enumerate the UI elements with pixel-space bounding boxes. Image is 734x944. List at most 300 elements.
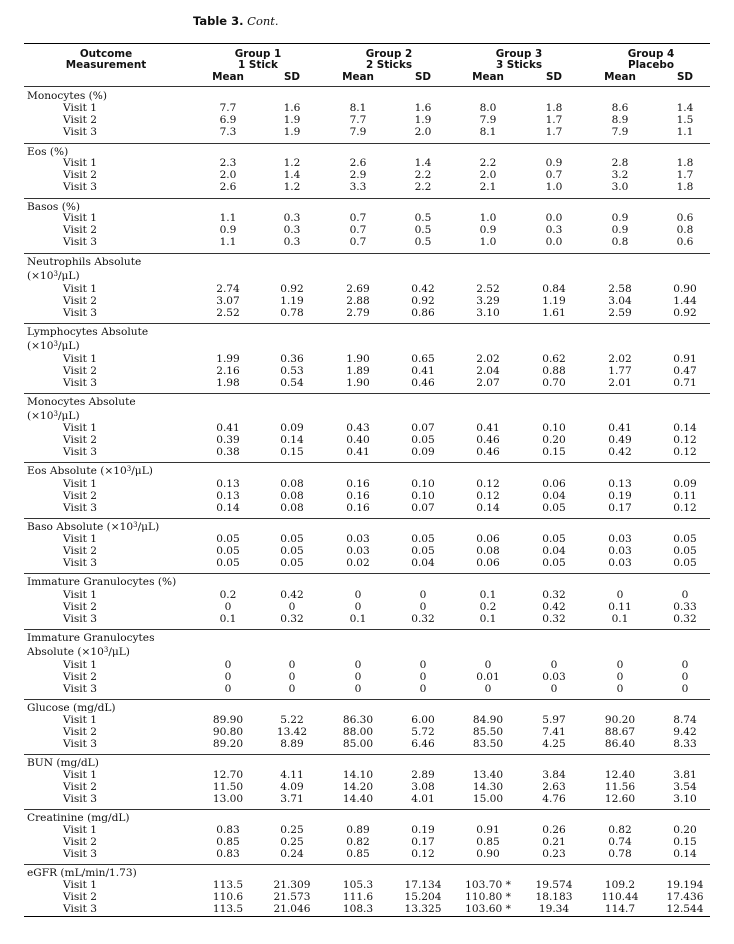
sd-value-cell: 2.63 — [542, 781, 566, 793]
mean-value-cell: 2.69 — [346, 283, 370, 295]
visit-label: Visit 2 — [63, 891, 98, 903]
section-title: Eos (%) — [27, 146, 69, 158]
visit-label: Visit 1 — [63, 533, 98, 545]
mean-value-cell: 85.00 — [342, 738, 374, 750]
mean-value-cell: 2.04 — [476, 365, 500, 377]
sd-value-cell: 0.42 — [280, 589, 304, 601]
sd-value-cell: 0 — [419, 683, 427, 695]
sd-value-cell: 0.3 — [283, 212, 301, 224]
mean-value-cell: 2.9 — [349, 169, 367, 181]
sd-value-cell: 3.84 — [542, 769, 566, 781]
section-title: Absolute $(\times 10^3/\mu L)$ — [27, 646, 130, 658]
sd-value-cell: 0.05 — [542, 533, 566, 545]
mean-value-cell: 113.5 — [212, 879, 244, 891]
section-title: Glucose (mg/dL) — [27, 702, 116, 714]
sd-value-cell: 19.574 — [535, 879, 573, 891]
visit-label: Visit 3 — [63, 613, 98, 625]
sd-value-cell: 0.78 — [280, 307, 304, 319]
mean-value-cell: 3.10 — [476, 307, 500, 319]
section-rule — [24, 462, 710, 463]
sd-value-cell: 0.91 — [673, 353, 697, 365]
mean-value-cell: 11.50 — [212, 781, 244, 793]
sd-value-cell: 0.32 — [542, 589, 566, 601]
mean-value-cell: 8.9 — [611, 114, 629, 126]
mean-value-cell: 0.74 — [608, 836, 632, 848]
section-rule — [24, 699, 710, 700]
mean-value-cell: 0.03 — [608, 545, 632, 557]
mean-value-cell: 0.1 — [349, 613, 367, 625]
sd-value-cell: 0.15 — [280, 446, 304, 458]
section-rule — [24, 518, 710, 519]
mean-value-cell: 14.40 — [342, 793, 374, 805]
sd-value-cell: 0.36 — [280, 353, 304, 365]
sd-value-cell: 1.8 — [676, 181, 694, 193]
mean-value-cell: 0.03 — [608, 533, 632, 545]
sd-value-cell: 1.9 — [414, 114, 432, 126]
visit-label: Visit 1 — [63, 714, 98, 726]
sd-value-cell: 0.05 — [542, 502, 566, 514]
mean-value-cell: 0.41 — [346, 446, 370, 458]
section-rule — [24, 629, 710, 630]
sd-value-cell: 0 — [681, 659, 689, 671]
section-rule — [24, 573, 710, 574]
sd-value-cell: 0.84 — [542, 283, 566, 295]
sd-value-cell: 0.32 — [542, 613, 566, 625]
visit-label: Visit 3 — [63, 181, 98, 193]
mean-value-cell: 0.49 — [608, 434, 632, 446]
mean-value-cell: 7.9 — [611, 126, 629, 138]
sd-value-cell: 0.42 — [411, 283, 435, 295]
sd-value-cell: 0.09 — [673, 478, 697, 490]
mean-value-cell: 0.16 — [346, 478, 370, 490]
sd-value-cell: 0.92 — [280, 283, 304, 295]
visit-label: Visit 2 — [63, 114, 98, 126]
sd-value-cell: 0.86 — [411, 307, 435, 319]
mean-value-cell: 0 — [354, 683, 362, 695]
sd-value-cell: 0.14 — [673, 422, 697, 434]
sd-value-cell: 0.07 — [411, 422, 435, 434]
group-header-name: Group 4 — [627, 48, 675, 60]
visit-label: Visit 1 — [63, 102, 98, 114]
visit-label: Visit 2 — [63, 601, 98, 613]
mean-value-cell: 90.20 — [604, 714, 636, 726]
sd-value-cell: 1.2 — [283, 157, 301, 169]
section-rule — [24, 754, 710, 755]
sd-value-cell: 13.325 — [404, 903, 442, 915]
section-title: Monocytes (%) — [27, 90, 108, 102]
mean-value-cell: 103.70 * — [465, 879, 511, 891]
mean-value-cell: 90.80 — [212, 726, 244, 738]
mean-value-cell: 3.04 — [608, 295, 632, 307]
visit-label: Visit 3 — [63, 683, 98, 695]
mean-value-cell: 105.3 — [342, 879, 374, 891]
sd-value-cell: 21.573 — [273, 891, 311, 903]
sd-value-cell: 0.5 — [414, 236, 432, 248]
mean-value-cell: 13.40 — [472, 769, 504, 781]
sd-value-cell: 0.05 — [411, 434, 435, 446]
sd-value-cell: 3.81 — [673, 769, 697, 781]
sd-value-cell: 1.8 — [545, 102, 563, 114]
mean-value-cell: 0.9 — [611, 212, 629, 224]
section-title: BUN (mg/dL) — [27, 757, 99, 769]
mean-header: Mean — [604, 71, 636, 83]
mean-value-cell: 0 — [354, 659, 362, 671]
sd-value-cell: 0.08 — [280, 502, 304, 514]
mean-value-cell: 0.2 — [219, 589, 237, 601]
mean-value-cell: 7.9 — [479, 114, 497, 126]
section-title: Immature Granulocytes (%) — [27, 576, 177, 588]
section-title: Baso Absolute $(\times 10^3/\mu L)$ — [27, 521, 160, 533]
sd-value-cell: 1.7 — [676, 169, 694, 181]
sd-value-cell: 17.134 — [404, 879, 442, 891]
mean-value-cell: 0 — [224, 601, 232, 613]
sd-value-cell: 0.7 — [545, 169, 563, 181]
visit-label: Visit 3 — [63, 307, 98, 319]
caption-suffix: Cont. — [247, 14, 279, 28]
sd-value-cell: 4.11 — [280, 769, 304, 781]
sd-value-cell: 1.4 — [414, 157, 432, 169]
mean-value-cell: 11.56 — [604, 781, 636, 793]
sd-value-cell: 0.09 — [411, 446, 435, 458]
mean-header: Mean — [472, 71, 504, 83]
mean-value-cell: 3.0 — [611, 181, 629, 193]
mean-value-cell: 1.1 — [219, 236, 237, 248]
mean-value-cell: 2.58 — [608, 283, 632, 295]
section-rule — [24, 143, 710, 144]
mean-value-cell: 0.08 — [476, 545, 500, 557]
sd-value-cell: 0.21 — [542, 836, 566, 848]
section-title: Neutrophils Absolute — [27, 256, 142, 268]
visit-label: Visit 2 — [63, 295, 98, 307]
sd-value-cell: 0.41 — [411, 365, 435, 377]
mean-value-cell: 0.02 — [346, 557, 370, 569]
sd-value-cell: 0.04 — [542, 545, 566, 557]
sd-value-cell: 0.04 — [542, 490, 566, 502]
sd-value-cell: 15.204 — [404, 891, 442, 903]
group-header-name: Group 2 — [365, 48, 413, 60]
mean-value-cell: 0.85 — [346, 848, 370, 860]
outcome-header-line: Measurement — [65, 59, 147, 71]
sd-value-cell: 0.23 — [542, 848, 566, 860]
sd-value-cell: 0 — [288, 659, 296, 671]
mean-value-cell: 89.20 — [212, 738, 244, 750]
mean-value-cell: 2.02 — [608, 353, 632, 365]
mean-value-cell: 8.1 — [479, 126, 497, 138]
mean-value-cell: 2.0 — [479, 169, 497, 181]
mean-value-cell: 114.7 — [604, 903, 636, 915]
sd-value-cell: 1.5 — [676, 114, 694, 126]
mean-value-cell: 0.1 — [219, 613, 237, 625]
mean-value-cell: 0 — [616, 671, 624, 683]
mean-value-cell: 85.50 — [472, 726, 504, 738]
bottom-rule — [24, 916, 710, 917]
mean-value-cell: 2.52 — [476, 283, 500, 295]
mean-value-cell: 86.40 — [604, 738, 636, 750]
mean-value-cell: 0 — [224, 683, 232, 695]
mean-value-cell: 0.13 — [608, 478, 632, 490]
mean-value-cell: 2.01 — [608, 377, 632, 389]
mean-value-cell: 1.98 — [216, 377, 240, 389]
mean-value-cell: 0.05 — [216, 533, 240, 545]
sd-value-cell: 6.00 — [411, 714, 435, 726]
sd-value-cell: 0.05 — [411, 545, 435, 557]
mean-value-cell: 84.90 — [472, 714, 504, 726]
mean-value-cell: 88.67 — [604, 726, 636, 738]
mean-value-cell: 2.6 — [349, 157, 367, 169]
mean-value-cell: 12.70 — [212, 769, 244, 781]
mean-value-cell: 3.29 — [476, 295, 500, 307]
sd-value-cell: 1.4 — [676, 102, 694, 114]
mean-value-cell: 0.03 — [346, 545, 370, 557]
section-title: $(\times 10^3/\mu L)$ — [27, 340, 80, 352]
mean-value-cell: 3.2 — [611, 169, 629, 181]
sd-value-cell: 0.17 — [411, 836, 435, 848]
mean-value-cell: 14.10 — [342, 769, 374, 781]
sd-value-cell: 0.19 — [411, 824, 435, 836]
top-rule — [24, 43, 710, 44]
mean-value-cell: 0.39 — [216, 434, 240, 446]
mean-value-cell: 1.89 — [346, 365, 370, 377]
mean-value-cell: 3.3 — [349, 181, 367, 193]
sd-value-cell: 0.0 — [545, 212, 563, 224]
sd-value-cell: 0.08 — [280, 490, 304, 502]
sd-value-cell: 0.25 — [280, 824, 304, 836]
mean-value-cell: 0.03 — [346, 533, 370, 545]
group-header-sub: Placebo — [628, 59, 674, 71]
mean-value-cell: 0 — [224, 659, 232, 671]
sd-value-cell: 0.05 — [673, 533, 697, 545]
section-rule — [24, 323, 710, 324]
visit-label: Visit 2 — [63, 490, 98, 502]
section-title: Monocytes Absolute — [27, 396, 136, 408]
sd-value-cell: 0.70 — [542, 377, 566, 389]
sd-value-cell: 0.88 — [542, 365, 566, 377]
mean-value-cell: 89.90 — [212, 714, 244, 726]
mean-value-cell: 14.20 — [342, 781, 374, 793]
header-rule — [24, 86, 710, 87]
mean-value-cell: 0.12 — [476, 490, 500, 502]
mean-value-cell: 0 — [354, 671, 362, 683]
visit-label: Visit 1 — [63, 659, 98, 671]
mean-value-cell: 0 — [616, 659, 624, 671]
mean-value-cell: 8.1 — [349, 102, 367, 114]
mean-value-cell: 0 — [616, 683, 624, 695]
sd-value-cell: 0.15 — [673, 836, 697, 848]
mean-value-cell: 0.9 — [611, 224, 629, 236]
sd-value-cell: 0.14 — [673, 848, 697, 860]
visit-label: Visit 1 — [63, 157, 98, 169]
mean-value-cell: 0.82 — [346, 836, 370, 848]
mean-value-cell: 2.6 — [219, 181, 237, 193]
mean-value-cell: 8.6 — [611, 102, 629, 114]
mean-value-cell: 0.78 — [608, 848, 632, 860]
mean-value-cell: 2.02 — [476, 353, 500, 365]
mean-value-cell: 83.50 — [472, 738, 504, 750]
sd-value-cell: 0.24 — [280, 848, 304, 860]
sd-value-cell: 4.76 — [542, 793, 566, 805]
sd-value-cell: 0.26 — [542, 824, 566, 836]
sd-value-cell: 0.20 — [673, 824, 697, 836]
visit-label: Visit 3 — [63, 502, 98, 514]
sd-value-cell: 1.19 — [542, 295, 566, 307]
sd-value-cell: 0.32 — [673, 613, 697, 625]
mean-value-cell: 1.90 — [346, 353, 370, 365]
mean-value-cell: 0.1 — [611, 613, 629, 625]
visit-label: Visit 2 — [63, 169, 98, 181]
sd-value-cell: 0 — [681, 671, 689, 683]
sd-header: SD — [414, 71, 432, 83]
mean-value-cell: 12.60 — [604, 793, 636, 805]
section-title: Creatinine (mg/dL) — [27, 812, 130, 824]
mean-value-cell: 0.05 — [216, 545, 240, 557]
section-rule — [24, 393, 710, 394]
mean-value-cell: 0.43 — [346, 422, 370, 434]
sd-value-cell: 0.6 — [676, 212, 694, 224]
mean-value-cell: 0.85 — [216, 836, 240, 848]
mean-value-cell: 0.41 — [608, 422, 632, 434]
mean-value-cell: 12.40 — [604, 769, 636, 781]
mean-value-cell: 0.1 — [479, 589, 497, 601]
section-title: Basos (%) — [27, 201, 81, 213]
sd-value-cell: 1.7 — [545, 126, 563, 138]
visit-label: Visit 1 — [63, 422, 98, 434]
sd-value-cell: 3.54 — [673, 781, 697, 793]
mean-value-cell: 0.9 — [219, 224, 237, 236]
mean-value-cell: 0.46 — [476, 434, 500, 446]
visit-label: Visit 1 — [63, 824, 98, 836]
caption-label: Table 3. — [193, 14, 244, 28]
mean-value-cell: 0.12 — [476, 478, 500, 490]
section-title: Eos Absolute $(\times 10^3/\mu L)$ — [27, 465, 153, 477]
mean-value-cell: 108.3 — [342, 903, 374, 915]
mean-value-cell: 0.40 — [346, 434, 370, 446]
section-title: $(\times 10^3/\mu L)$ — [27, 410, 80, 422]
group-header-sub: 1 Stick — [238, 59, 278, 71]
sd-value-cell: 0.09 — [280, 422, 304, 434]
visit-label: Visit 1 — [63, 589, 98, 601]
mean-value-cell: 0.83 — [216, 848, 240, 860]
visit-label: Visit 1 — [63, 879, 98, 891]
sd-value-cell: 0.05 — [411, 533, 435, 545]
sd-value-cell: 0.3 — [283, 236, 301, 248]
visit-label: Visit 2 — [63, 365, 98, 377]
sd-value-cell: 0 — [550, 683, 558, 695]
sd-value-cell: 0.05 — [542, 557, 566, 569]
sd-value-cell: 1.9 — [283, 114, 301, 126]
visit-label: Visit 1 — [63, 353, 98, 365]
sd-value-cell: 0.12 — [411, 848, 435, 860]
sd-value-cell: 5.22 — [280, 714, 304, 726]
visit-label: Visit 1 — [63, 212, 98, 224]
mean-value-cell: 0.8 — [611, 236, 629, 248]
sd-value-cell: 7.41 — [542, 726, 566, 738]
sd-value-cell: 19.34 — [538, 903, 570, 915]
visit-label: Visit 3 — [63, 446, 98, 458]
sd-value-cell: 3.71 — [280, 793, 304, 805]
section-title: Immature Granulocytes — [27, 632, 155, 644]
sd-value-cell: 0.71 — [673, 377, 697, 389]
mean-value-cell: 13.00 — [212, 793, 244, 805]
sd-value-cell: 21.309 — [273, 879, 311, 891]
sd-value-cell: 1.8 — [676, 157, 694, 169]
sd-value-cell: 0.14 — [280, 434, 304, 446]
sd-value-cell: 1.6 — [414, 102, 432, 114]
mean-value-cell: 0.11 — [608, 601, 632, 613]
sd-value-cell: 0.92 — [673, 307, 697, 319]
sd-value-cell: 0 — [550, 659, 558, 671]
visit-label: Visit 1 — [63, 478, 98, 490]
sd-value-cell: 6.46 — [411, 738, 435, 750]
sd-value-cell: 1.7 — [545, 114, 563, 126]
visit-label: Visit 3 — [63, 793, 98, 805]
mean-value-cell: 0.13 — [216, 478, 240, 490]
sd-value-cell: 2.2 — [414, 181, 432, 193]
group-header-sub: 2 Sticks — [365, 59, 413, 71]
mean-value-cell: 1.99 — [216, 353, 240, 365]
mean-value-cell: 0 — [484, 659, 492, 671]
sd-value-cell: 0.92 — [411, 295, 435, 307]
mean-value-cell: 0.14 — [476, 502, 500, 514]
sd-value-cell: 13.42 — [276, 726, 308, 738]
mean-value-cell: 0.41 — [216, 422, 240, 434]
visit-label: Visit 2 — [63, 224, 98, 236]
sd-value-cell: 12.544 — [666, 903, 704, 915]
visit-label: Visit 1 — [63, 769, 98, 781]
visit-label: Visit 2 — [63, 671, 98, 683]
mean-value-cell: 0 — [224, 671, 232, 683]
mean-value-cell: 0.7 — [349, 224, 367, 236]
section-rule — [24, 864, 710, 865]
sd-value-cell: 0.11 — [673, 490, 697, 502]
sd-value-cell: 5.72 — [411, 726, 435, 738]
sd-value-cell: 0.12 — [673, 434, 697, 446]
sd-value-cell: 0.05 — [280, 545, 304, 557]
sd-value-cell: 0 — [419, 659, 427, 671]
visit-label: Visit 2 — [63, 836, 98, 848]
sd-value-cell: 0.05 — [673, 557, 697, 569]
sd-value-cell: 1.0 — [545, 181, 563, 193]
mean-value-cell: 0.13 — [216, 490, 240, 502]
sd-value-cell: 0.90 — [673, 283, 697, 295]
mean-value-cell: 0.9 — [479, 224, 497, 236]
sd-value-cell: 0.65 — [411, 353, 435, 365]
mean-value-cell: 2.79 — [346, 307, 370, 319]
mean-value-cell: 15.00 — [472, 793, 504, 805]
sd-value-cell: 19.194 — [666, 879, 704, 891]
mean-value-cell: 1.1 — [219, 212, 237, 224]
mean-value-cell: 0.82 — [608, 824, 632, 836]
mean-value-cell: 1.90 — [346, 377, 370, 389]
sd-value-cell: 0.9 — [545, 157, 563, 169]
section-title: eGFR (mL/min/1.73) — [27, 867, 137, 879]
sd-value-cell: 0 — [419, 601, 427, 613]
mean-value-cell: 7.7 — [219, 102, 237, 114]
mean-value-cell: 0.41 — [476, 422, 500, 434]
mean-value-cell: 2.2 — [479, 157, 497, 169]
sd-header: SD — [283, 71, 301, 83]
mean-value-cell: 2.1 — [479, 181, 497, 193]
sd-value-cell: 1.4 — [283, 169, 301, 181]
mean-value-cell: 0 — [484, 683, 492, 695]
sd-value-cell: 8.89 — [280, 738, 304, 750]
visit-label: Visit 3 — [63, 557, 98, 569]
mean-value-cell: 7.7 — [349, 114, 367, 126]
mean-value-cell: 0.1 — [479, 613, 497, 625]
mean-value-cell: 88.00 — [342, 726, 374, 738]
mean-value-cell: 0.19 — [608, 490, 632, 502]
mean-value-cell: 2.16 — [216, 365, 240, 377]
mean-value-cell: 0 — [354, 601, 362, 613]
